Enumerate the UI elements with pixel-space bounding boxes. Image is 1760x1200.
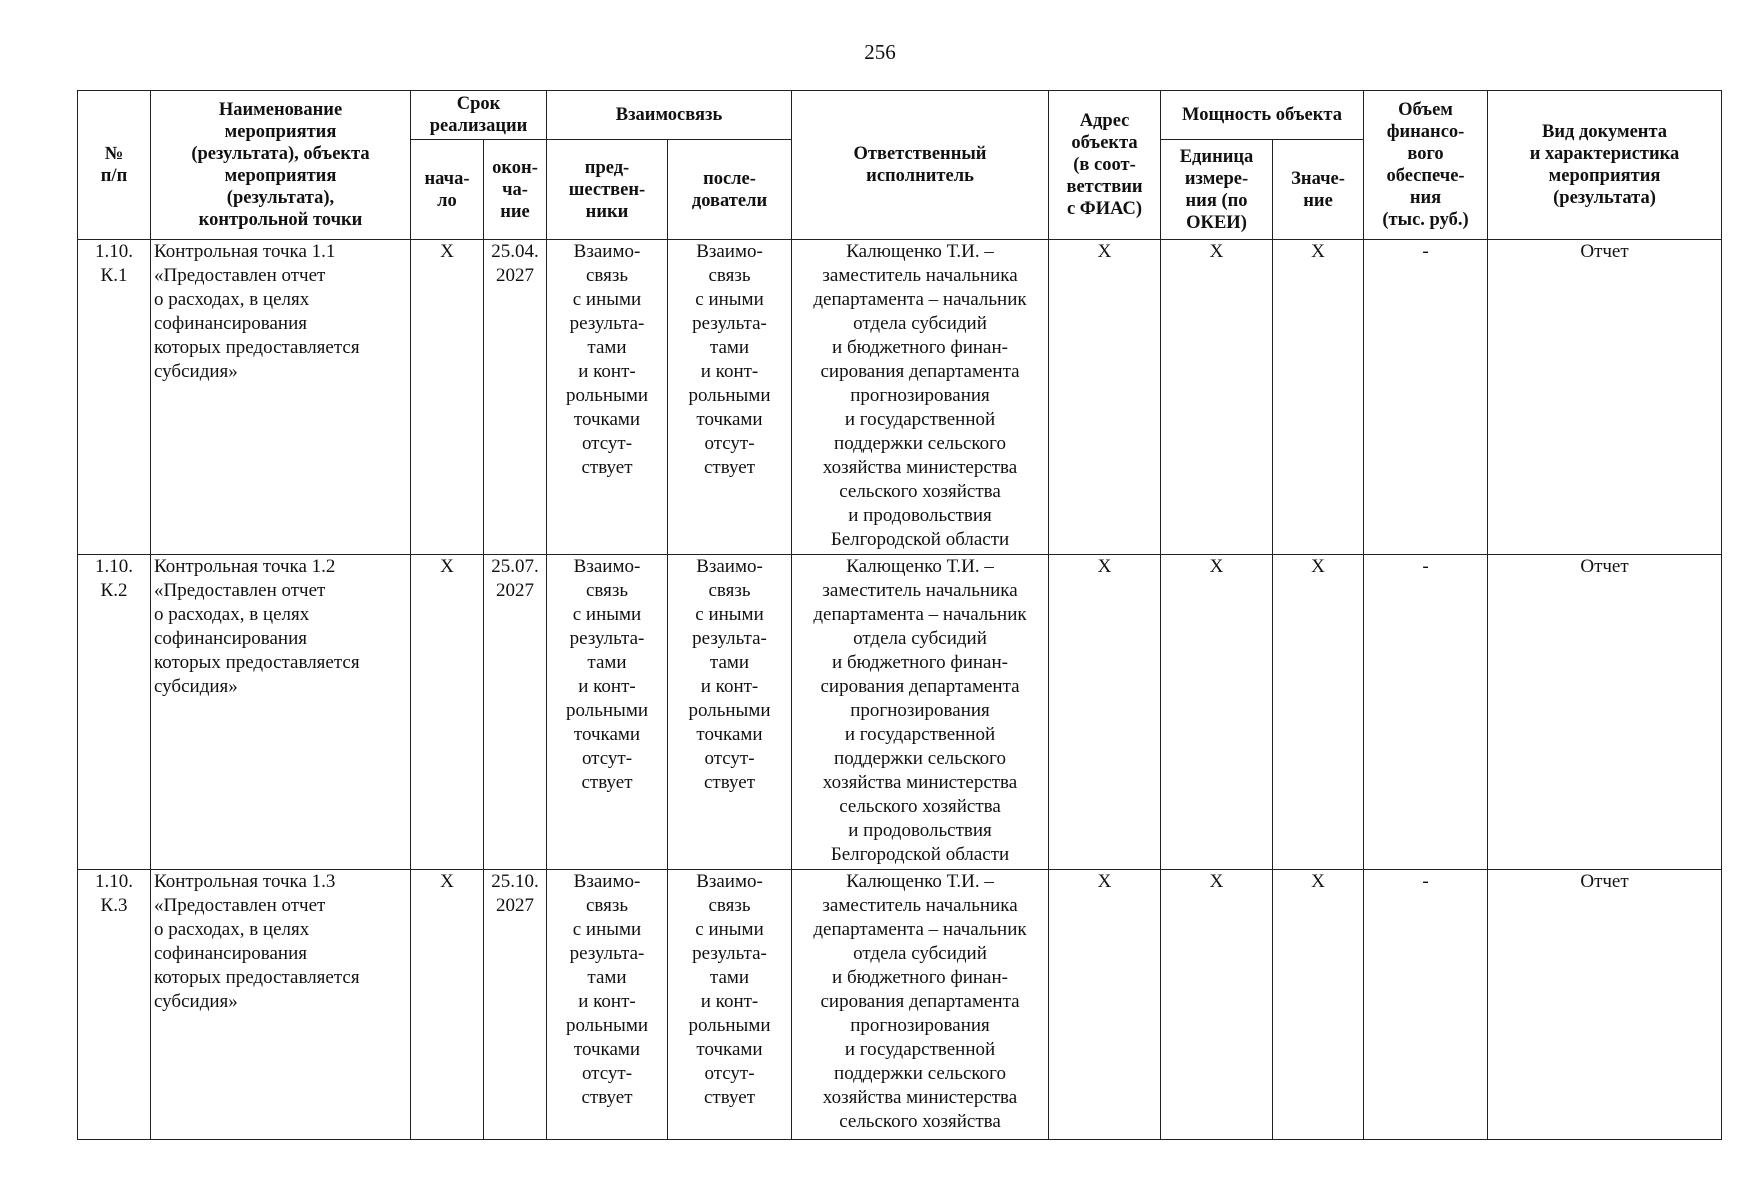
cell-value: X <box>1273 240 1364 555</box>
table-row <box>78 240 1722 555</box>
header-term: Срок реализации <box>411 91 547 140</box>
cell-doc-type: Отчет <box>1488 870 1722 1140</box>
cell-responsible: Калющенко Т.И. – заместитель начальника департамента – начальник отдела субсидий и бюджетного финан- сирования департамента прогнозирования и государственной поддержки сельского хозяйства министерства сельского хозяйства и продовольствия Белгородской области <box>792 555 1049 870</box>
cell-start: X <box>411 240 484 555</box>
header-address: Адрес объекта (в соот- ветствии с ФИАС) <box>1049 91 1161 240</box>
cell-name: Контрольная точка 1.3 «Предоставлен отчет о расходах, в целях софинансирования которых предоставляется субсидия» <box>151 870 411 1140</box>
page-number: 256 <box>864 40 896 64</box>
cell-successors: Взаимо- связь с иными результа- тами и конт- рольными точками отсут- ствует <box>668 870 792 1140</box>
cell-doc-type: Отчет <box>1488 240 1722 555</box>
header-predecessors: пред- шествен- ники <box>547 140 668 240</box>
activities-table <box>77 90 1722 1140</box>
header-responsible: Ответственный исполнитель <box>792 91 1049 240</box>
table-row <box>78 870 1722 1140</box>
header-relation: Взаимосвязь <box>547 91 792 140</box>
cell-end: 25.04. 2027 <box>484 240 547 555</box>
cell-num: 1.10. К.1 <box>78 240 151 555</box>
cell-funding: - <box>1364 240 1488 555</box>
cell-successors: Взаимо- связь с иными результа- тами и конт- рольными точками отсут- ствует <box>668 555 792 870</box>
header-capacity: Мощность объекта <box>1161 91 1364 140</box>
header-term-end: окон- ча- ние <box>484 140 547 240</box>
cell-value: X <box>1273 555 1364 870</box>
header-value: Значе- ние <box>1273 140 1364 240</box>
cell-unit: X <box>1161 240 1273 555</box>
header-name: Наименование мероприятия (результата), объекта мероприятия (результата), контрольной точки <box>151 91 411 240</box>
header-num: № п/п <box>78 91 151 240</box>
cell-successors: Взаимо- связь с иными результа- тами и конт- рольными точками отсут- ствует <box>668 240 792 555</box>
table-row <box>78 555 1722 870</box>
cell-address: X <box>1049 555 1161 870</box>
cell-value: X <box>1273 870 1364 1140</box>
header-row-top <box>78 91 1722 140</box>
cell-funding: - <box>1364 870 1488 1140</box>
cell-start: X <box>411 555 484 870</box>
cell-funding: - <box>1364 555 1488 870</box>
cell-unit: X <box>1161 870 1273 1140</box>
header-term-start: нача- ло <box>411 140 484 240</box>
cell-name: Контрольная точка 1.1 «Предоставлен отчет о расходах, в целях софинансирования которых предоставляется субсидия» <box>151 240 411 555</box>
cell-predecessors: Взаимо- связь с иными результа- тами и конт- рольными точками отсут- ствует <box>547 240 668 555</box>
cell-doc-type: Отчет <box>1488 555 1722 870</box>
cell-predecessors: Взаимо- связь с иными результа- тами и конт- рольными точками отсут- ствует <box>547 870 668 1140</box>
header-doc-type: Вид документа и характеристика мероприятия (результата) <box>1488 91 1722 240</box>
cell-num: 1.10. К.3 <box>78 870 151 1140</box>
header-unit: Единица измере- ния (по ОКЕИ) <box>1161 140 1273 240</box>
cell-address: X <box>1049 240 1161 555</box>
cell-end: 25.10. 2027 <box>484 870 547 1140</box>
cell-unit: X <box>1161 555 1273 870</box>
cell-num: 1.10. К.2 <box>78 555 151 870</box>
cell-responsible: Калющенко Т.И. – заместитель начальника департамента – начальник отдела субсидий и бюджетного финан- сирования департамента прогнозирования и государственной поддержки сельского хозяйства министерства сельского хозяйства и продовольствия Белгородской области <box>792 240 1049 555</box>
cell-start: X <box>411 870 484 1140</box>
cell-name: Контрольная точка 1.2 «Предоставлен отчет о расходах, в целях софинансирования которых предоставляется субсидия» <box>151 555 411 870</box>
header-funding: Объем финансо- вого обеспече- ния (тыс. руб.) <box>1364 91 1488 240</box>
cell-responsible: Калющенко Т.И. – заместитель начальника департамента – начальник отдела субсидий и бюджетного финан- сирования департамента прогнозирования и государственной поддержки сельского хозяйства министерства сельского хозяйства <box>792 870 1049 1140</box>
cell-end: 25.07. 2027 <box>484 555 547 870</box>
header-successors: после- дователи <box>668 140 792 240</box>
cell-address: X <box>1049 870 1161 1140</box>
cell-predecessors: Взаимо- связь с иными результа- тами и конт- рольными точками отсут- ствует <box>547 555 668 870</box>
